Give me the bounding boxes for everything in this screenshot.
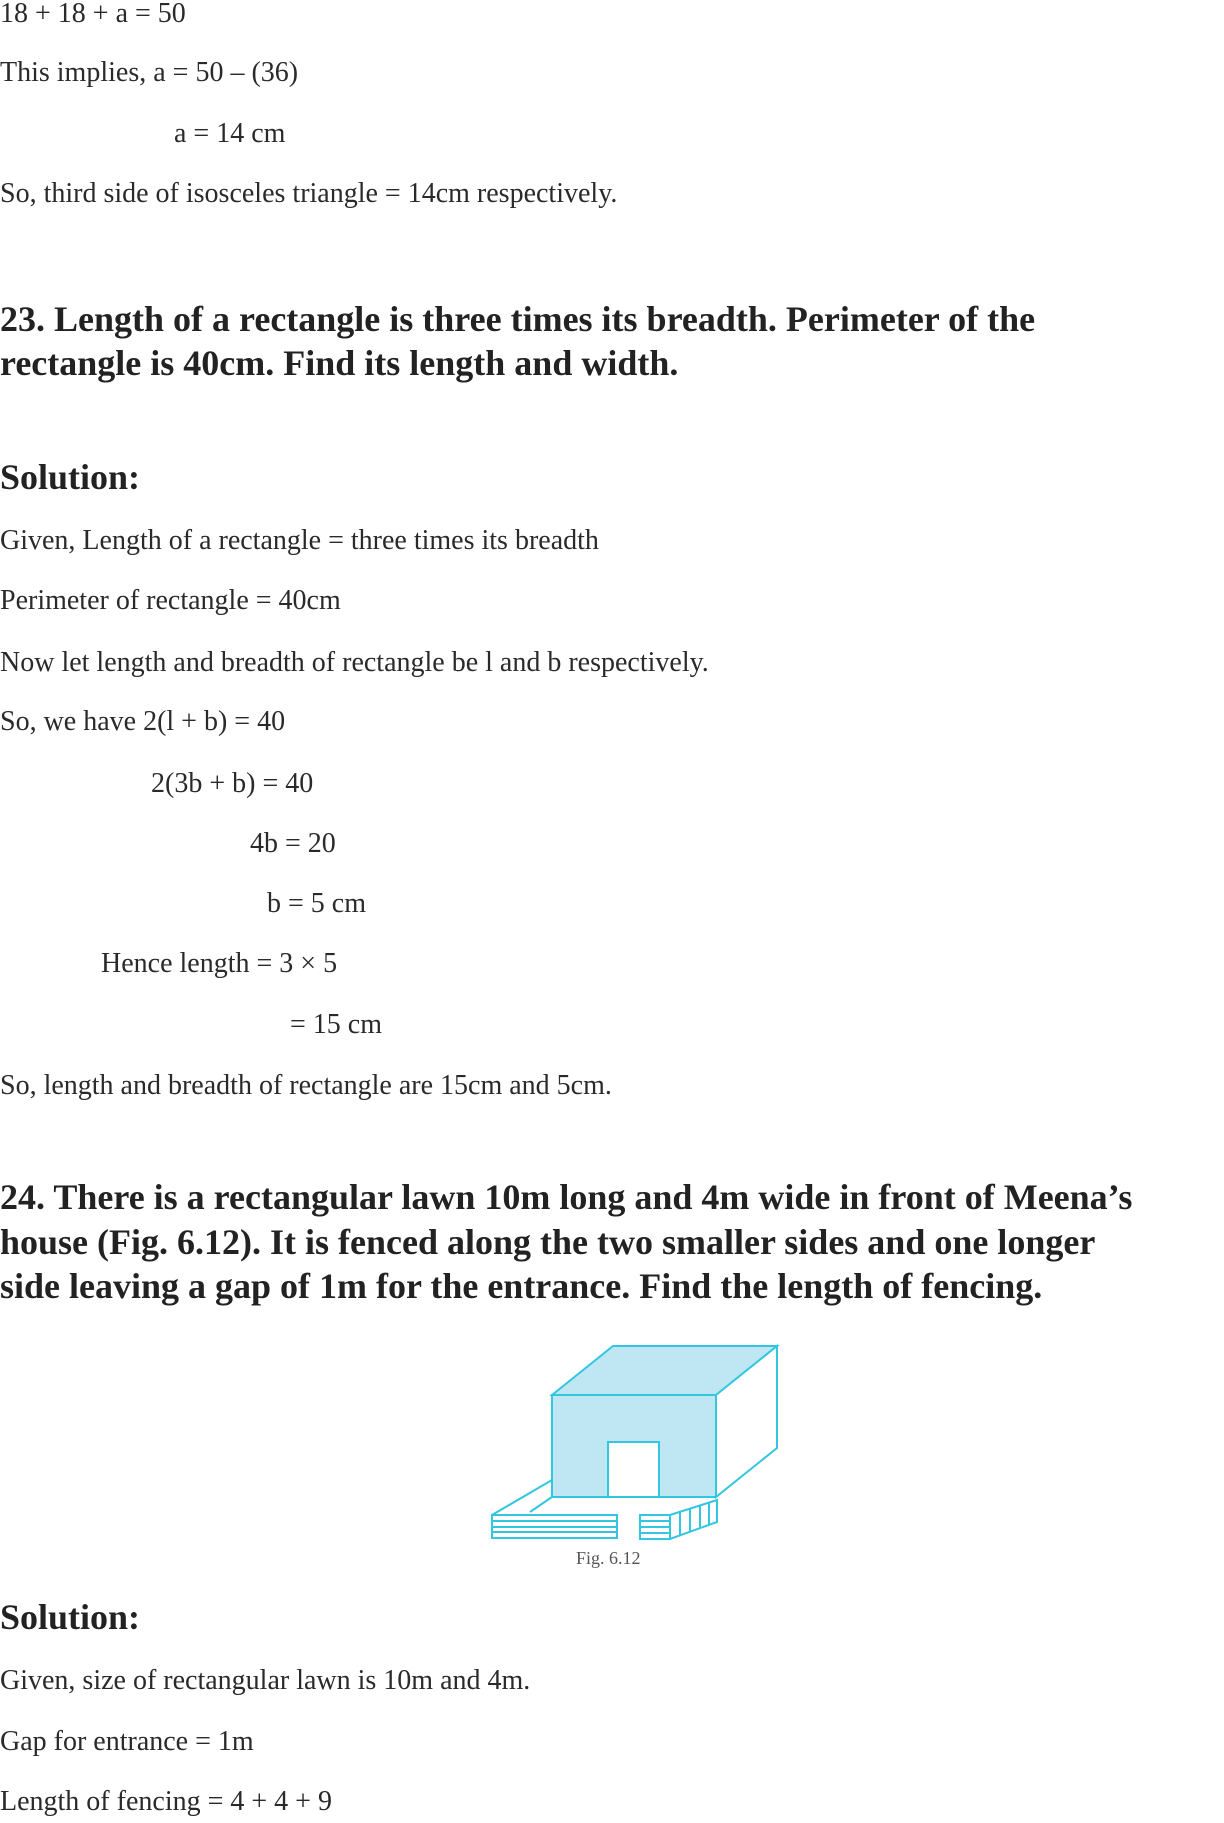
equation-line: This implies, a = 50 – (36) — [0, 57, 299, 88]
solution-line: Gap for entrance = 1m — [0, 1726, 254, 1757]
solution-line: Length of fencing = 4 + 4 + 9 — [0, 1786, 332, 1817]
solution-line: 4b = 20 — [250, 828, 336, 859]
solution-line: Hence length = 3 × 5 — [101, 948, 338, 979]
solution-line: Given, size of rectangular lawn is 10m and 4m. — [0, 1665, 531, 1696]
solution-line: So, length and breadth of rectangle are 15cm and 5cm. — [0, 1070, 612, 1101]
question-24-heading: side leaving a gap of 1m for the entrance. Find the length of fencing. — [0, 1266, 1043, 1306]
solution-label: Solution: — [0, 457, 141, 497]
question-23-heading: 23. Length of a rectangle is three times its breadth. Perimeter of the — [0, 299, 1036, 339]
equation-line: 18 + 18 + a = 50 — [0, 0, 186, 29]
conclusion-line: So, third side of isosceles triangle = 14cm respectively. — [0, 178, 618, 209]
question-23-heading: rectangle is 40cm. Find its length and width. — [0, 343, 679, 383]
question-24-heading: 24. There is a rectangular lawn 10m long and 4m wide in front of Meena’s — [0, 1177, 1133, 1217]
solution-label: Solution: — [0, 1597, 141, 1637]
solution-line: Perimeter of rectangle = 40cm — [0, 585, 341, 616]
solution-line: 2(3b + b) = 40 — [151, 768, 314, 799]
solution-line: Now let length and breadth of rectangle be l and b respectively. — [0, 647, 709, 678]
figure-caption: Fig. 6.12 — [576, 1548, 641, 1568]
solution-line: Given, Length of a rectangle = three times its breadth — [0, 525, 599, 556]
solution-line: So, we have 2(l + b) = 40 — [0, 706, 286, 737]
question-24-heading: house (Fig. 6.12). It is fenced along the two smaller sides and one longer — [0, 1222, 1096, 1262]
equation-line: a = 14 cm — [174, 118, 286, 149]
solution-line: b = 5 cm — [267, 888, 366, 919]
solution-line: = 15 cm — [290, 1009, 382, 1040]
